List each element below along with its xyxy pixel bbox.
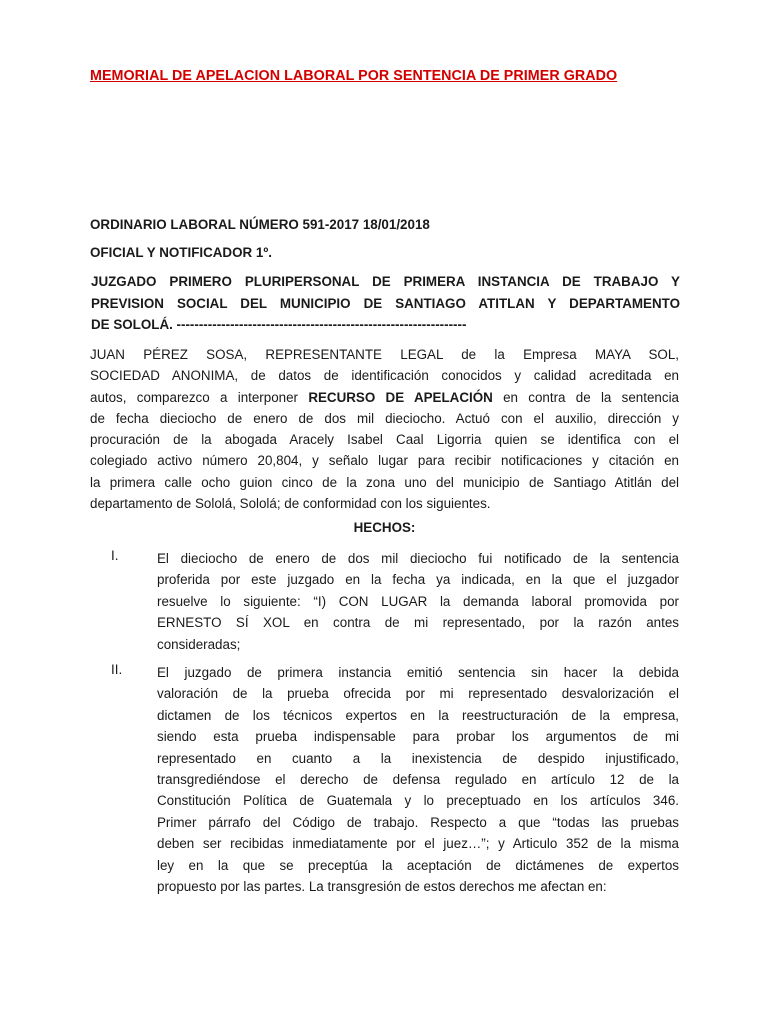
intro-text: procuración de la abogada Aracely Isabel Caal Ligorria quien se identifica con el (90, 432, 679, 448)
fact-line: consideradas; (157, 636, 241, 652)
intro-text: autos, comparezco a interponer (90, 389, 309, 405)
fact-numeral: II. (111, 662, 123, 677)
intro-line (90, 472, 679, 493)
fact-line: deben ser recibidas inmediatamente por el juez…”; y Articulo 352 de la misma (157, 836, 679, 852)
intro-line (90, 365, 679, 386)
fact-line: ley en la que se preceptúa la aceptación de dictámenes de expertos (157, 857, 679, 873)
intro-text: SOCIEDAD ANONIMA, de datos de identificación conocidos y calidad acreditada en (90, 368, 679, 384)
intro-line (90, 450, 679, 471)
fact-line: valoración de la prueba ofrecida por mi representado desvalorización el (157, 686, 679, 702)
court-line: JUZGADO PRIMERO PLURIPERSONAL DE PRIMERA INSTANCIA DE TRABAJO Y (91, 274, 680, 289)
document-title: MEMORIAL DE APELACION LABORAL POR SENTENCIA DE PRIMER GRADO (90, 68, 618, 84)
fact-line: propuesto por las partes. La transgresión de estos derechos me afectan en: (157, 879, 607, 895)
fact-numeral: I. (111, 548, 119, 563)
fact-line: Constitución Política de Guatemala y lo preceptuado en los artículos 346. (157, 793, 679, 809)
facts-heading: HECHOS: (353, 520, 416, 535)
fact-line: transgrediéndose el derecho de defensa regulado en artículo 12 de la (157, 772, 679, 788)
fact-line: El dieciocho de enero de dos mil dieciocho fui notificado de la sentencia (157, 551, 679, 566)
fact-line: ERNESTO SÍ XOL en contra de mi representado, por la razón antes (157, 615, 679, 631)
intro-text: colegiado activo número 20,804, y señalo lugar para recibir notificaciones y citación en (90, 453, 679, 469)
case-number: ORDINARIO LABORAL NÚMERO 591-2017 18/01/2018 (90, 217, 430, 232)
fact-text (157, 548, 679, 655)
fact-text (157, 662, 679, 897)
fact-line: resuelve lo siguiente: “I) CON LUGAR la demanda laboral promovida por (157, 593, 679, 609)
fact-line: dictamen de los técnicos expertos en la reestructuración de la empresa, (157, 707, 679, 723)
intro-line (90, 344, 679, 365)
fact-line: El juzgado de primera instancia emitió sentencia sin hacer la debida (157, 665, 679, 680)
intro-text: JUAN PÉREZ SOSA, REPRESENTANTE LEGAL de la Empresa MAYA SOL, (90, 347, 679, 362)
intro-line (90, 408, 679, 429)
fact-line: Primer párrafo del Código de trabajo. Respecto a que “todas las pruebas (157, 814, 679, 830)
intro-line (90, 493, 679, 514)
intro-paragraph (90, 344, 679, 514)
fact-line: representado en cuanto a la inexistencia de despido injustificado, (157, 750, 679, 766)
intro-text: de fecha dieciocho de enero de dos mil dieciocho. Actuó con el auxilio, dirección y (90, 410, 679, 426)
intro-text: en contra de la sentencia (492, 389, 679, 405)
court-line: PREVISION SOCIAL DEL MUNICIPIO DE SANTIAGO ATITLAN Y DEPARTAMENTO (91, 295, 680, 311)
court-line: DE SOLOLÁ. ----------------------------------------------------------------- (91, 317, 467, 332)
intro-line (90, 387, 679, 408)
intro-text: departamento de Sololá, Sololá; de conformidad con los siguientes. (90, 496, 491, 512)
officer-line: OFICIAL Y NOTIFICADOR 1º. (90, 245, 272, 260)
appeal-emphasis: RECURSO DE APELACIÓN (308, 389, 493, 405)
court-address (91, 271, 680, 336)
intro-text: la primera calle ocho guion cinco de la zona uno del municipio de Santiago Atitlán del (90, 474, 679, 490)
fact-line: proferida por este juzgado en la fecha ya indicada, en la que el juzgador (157, 572, 679, 588)
intro-line (90, 429, 679, 450)
fact-line: siendo esta prueba indispensable para probar los argumentos de mi (157, 729, 679, 745)
